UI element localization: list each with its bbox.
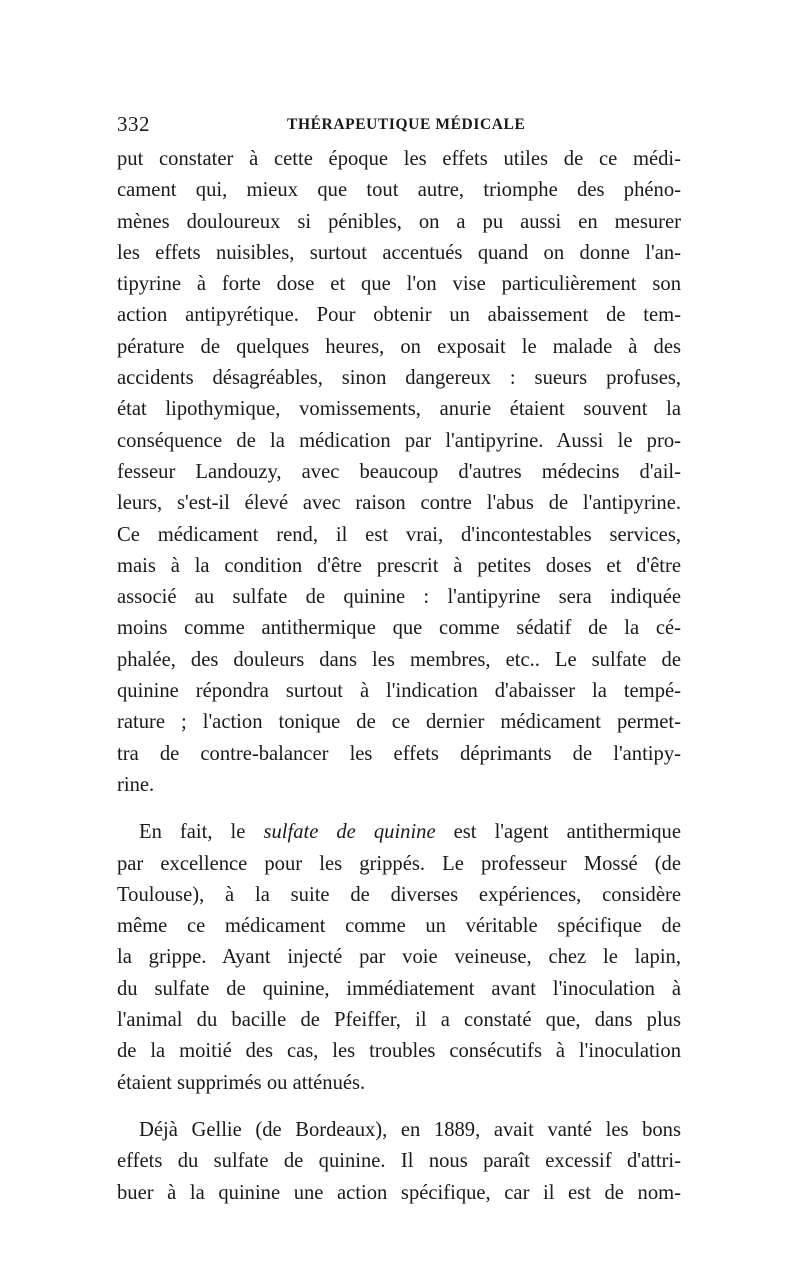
text-run: En fait, le [139, 821, 264, 844]
text-line: accidents désagréables, sinon dangereux : sueurs profuses, [117, 367, 681, 390]
paragraph-gap [117, 801, 681, 817]
text-line: du sulfate de quinine, immédiatement avant l'inoculation à [117, 977, 681, 1000]
text-line: moins comme antithermique que comme sédatif de la cé- [117, 617, 681, 640]
text-line: tipyrine à forte dose et que l'on vise particulièrement son [117, 273, 681, 296]
text-line: buer à la quinine une action spécifique, car il est de nom- [117, 1181, 681, 1204]
running-head [117, 112, 681, 142]
text-line: de la moitié des cas, les troubles consécutifs à l'inoculation [117, 1040, 681, 1063]
text-line: Toulouse), à la suite de diverses expériences, considère [117, 883, 681, 906]
text-line: quinine répondra surtout à l'indication d'abaisser la tempé- [117, 680, 681, 703]
text-line: mais à la condition d'être prescrit à petites doses et d'être [117, 554, 681, 577]
text-line: put constater à cette époque les effets utiles de ce médi- [117, 148, 681, 170]
text-line: même ce médicament comme un véritable spécifique de [117, 915, 681, 938]
text-line: l'animal du bacille de Pfeiffer, il a constaté que, dans plus [117, 1009, 681, 1032]
text-line: par excellence pour les grippés. Le professeur Mossé (de [117, 852, 681, 875]
text-line: rature ; l'action tonique de ce dernier médicament permet- [117, 711, 681, 734]
book-page [117, 112, 681, 1209]
text-line: les effets nuisibles, surtout accentués quand on donne l'an- [117, 241, 681, 264]
paragraph-3 [117, 1115, 681, 1209]
text-line: associé au sulfate de quinine : l'antipyrine sera indiquée [117, 586, 681, 609]
text-line: rine. [117, 773, 155, 796]
page-number: 332 [117, 112, 150, 136]
text-line: effets du sulfate de quinine. Il nous paraît excessif d'attri- [117, 1150, 681, 1173]
paragraph-gap [117, 1099, 681, 1115]
text-line [117, 817, 681, 848]
text-line: Déjà Gellie (de Bordeaux), en 1889, avait vanté les bons [139, 1118, 681, 1141]
paragraph-2 [117, 817, 681, 1099]
text-line: fesseur Landouzy, avec beaucoup d'autres médecins d'ail- [117, 460, 681, 483]
italic-term: sulfate de quinine [263, 821, 436, 844]
text-line: phalée, des douleurs dans les membres, etc.. Le sulfate de [117, 648, 681, 671]
text-line: leurs, s'est-il élevé avec raison contre l'abus de l'antipyrine. [117, 492, 681, 515]
text-line: état lipothymique, vomissements, anurie étaient souvent la [117, 398, 681, 421]
text-line: mènes douloureux si pénibles, on a pu aussi en mesurer [117, 210, 681, 233]
text-line: Ce médicament rend, il est vrai, d'incontestables services, [117, 523, 681, 546]
text-run: est l'agent antithermique [435, 821, 681, 844]
running-title: THÉRAPEUTIQUE MÉDICALE [287, 116, 526, 133]
text-line: tra de contre-balancer les effets déprimants de l'antipy- [117, 742, 681, 765]
text-line: conséquence de la médication par l'antipyrine. Aussi le pro- [117, 429, 681, 452]
text-line: action antipyrétique. Pour obtenir un abaissement de tem- [117, 304, 681, 327]
paragraph-1 [117, 144, 681, 801]
text-line: pérature de quelques heures, on exposait le malade à des [117, 335, 681, 358]
text-line: étaient supprimés ou atténués. [117, 1071, 366, 1094]
text-line: cament qui, mieux que tout autre, triomphe des phéno- [117, 179, 681, 202]
text-line: la grippe. Ayant injecté par voie veineuse, chez le lapin, [117, 946, 681, 969]
